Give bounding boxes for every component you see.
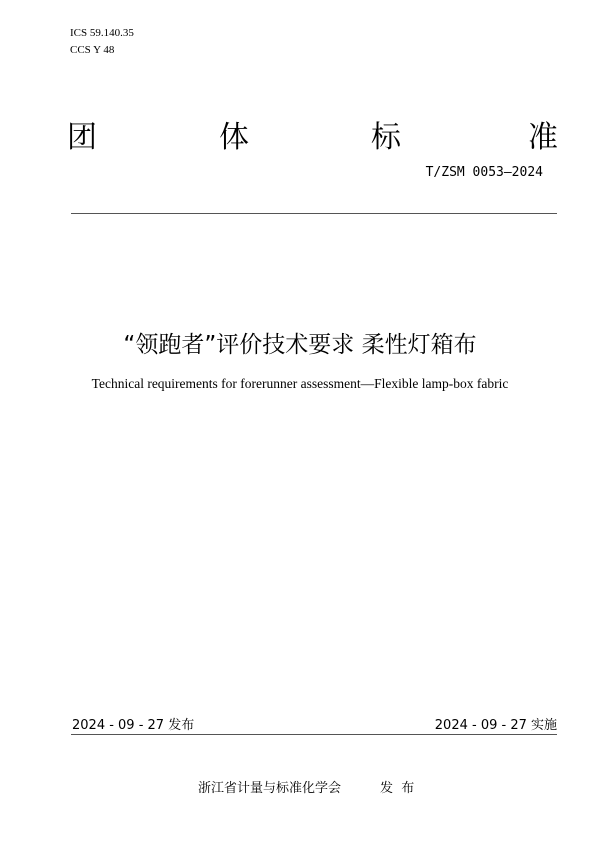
header-char: 标 — [371, 120, 401, 155]
header-char: 准 — [528, 120, 558, 155]
title-en: Technical requirements for forerunner assessment—Flexible lamp-box fabric — [91, 376, 509, 391]
header-char: 体 — [219, 120, 249, 155]
header-char: 团 — [67, 120, 97, 155]
publish-date: 2024 - 09 - 27 发布 — [72, 718, 195, 733]
implement-date: 2024 - 09 - 27 实施 — [434, 718, 557, 733]
header-divider — [71, 213, 557, 214]
title-cn: “领跑者”评价技术要求 柔性灯箱布 — [123, 332, 477, 358]
ccs-code: CCS Y 48 — [70, 44, 115, 56]
footer-divider — [71, 734, 557, 735]
publisher: 浙江省计量与标准化学会 — [198, 781, 342, 796]
ics-code: ICS 59.140.35 — [70, 27, 134, 39]
standard-number: T/ZSM 0053—2024 — [425, 165, 543, 180]
publisher-action: 发 布 — [380, 781, 415, 796]
